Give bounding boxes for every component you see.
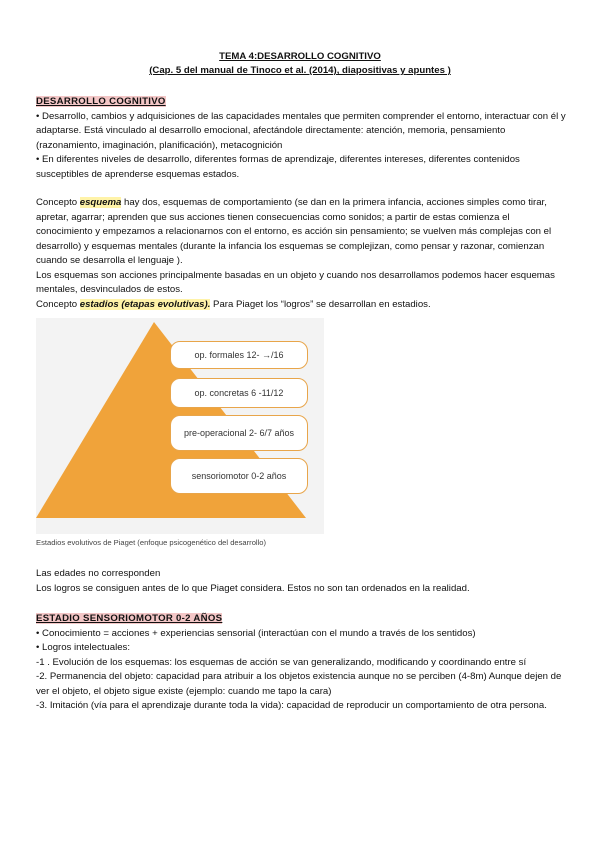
paragraph-estadios: Concepto estadios (etapas evolutivas). Para Piaget los “logros” se desarrollan en estadios. bbox=[36, 298, 431, 310]
stage-formal: op. formales 12- →/16 bbox=[170, 341, 308, 369]
stage-concrete: op. concretas 6 -11/12 bbox=[170, 378, 308, 408]
section-sensoriomotor bbox=[36, 612, 566, 714]
paragraph: Los esquemas son acciones principalmente basadas en un objeto y cuando nos desarrollamos podemos hacer esquemas mentales, desvinculados de estos. bbox=[36, 269, 555, 295]
section-heading: DESARROLLO COGNITIVO bbox=[36, 96, 166, 107]
paragraph: • Desarrollo, cambios y adquisiciones de las capacidades mentales que permiten comprender el entorno, interactuar con él y adaptarse. Está vinculado al desarrollo emocional, afectándole directamente: atención, memoria, pensamiento (razonamiento, imaginación, planificación), metacognición bbox=[36, 110, 566, 151]
section-desarrollo bbox=[36, 95, 566, 182]
paragraph: • En diferentes niveles de desarrollo, diferentes formas de aprendizaje, diferentes intereses, diferentes contenidos susceptibles de aprenderse esquemas estados. bbox=[36, 154, 520, 180]
paragraph: Las edades no corresponden bbox=[36, 568, 161, 579]
list-item: -1 . Evolución de los esquemas: los esquemas de acción se van generalizando, modificando y coordinando entre sí bbox=[36, 656, 527, 668]
after-figure-text bbox=[36, 567, 566, 596]
stage-preoperational: pre-operacional 2- 6/7 años bbox=[170, 415, 308, 451]
document-title: TEMA 4:DESARROLLO COGNITIVO bbox=[219, 51, 381, 62]
figure-caption: Estadios evolutivos de Piaget (enfoque psicogenético del desarrollo) bbox=[36, 538, 267, 547]
paragraph: • Conocimiento = acciones + experiencias sensorial (interactúan con el mundo a través de los sentidos) bbox=[36, 627, 476, 639]
list-item: -3. Imitación (vía para el aprendizaje durante toda la vida): capacidad de reproducir un comportamiento de otra persona. bbox=[36, 700, 547, 711]
section-heading: ESTADIO SENSORIOMOTOR 0-2 AÑOS bbox=[36, 613, 223, 624]
stage-sensorimotor: sensoriomotor 0-2 años bbox=[170, 458, 308, 494]
section-esquema bbox=[36, 196, 566, 312]
piaget-pyramid-figure bbox=[36, 318, 324, 550]
term-estadios: estadios (etapas evolutivas). bbox=[79, 298, 211, 310]
document-subtitle: (Cap. 5 del manual de Tinoco et al. (2014), diapositivas y apuntes ) bbox=[149, 65, 451, 76]
paragraph: Los logros se consiguen antes de lo que Piaget considera. Estos no son tan ordenados en la realidad. bbox=[36, 582, 470, 594]
term-esquema: esquema bbox=[79, 197, 122, 208]
paragraph: • Logros intelectuales: bbox=[36, 642, 131, 653]
list-item: -2. Permanencia del objeto: capacidad para atribuir a los objetos existencia aunque no se perciben (4-8m) Aunque dejen de ver el objeto, el objeto sigue existe (ejemplo: cuando me tapo la cara) bbox=[36, 671, 562, 697]
paragraph-esquema: Concepto esquema hay dos, esquemas de comportamiento (se dan en la primera infancia, acciones simples como tirar, apretar, agarrar; aprenden que sus acciones tienen consecuencias como sonidos; a partir de estas comienza el conocimiento y empezamos a relacionarnos con el entorno, es acción sin pensamiento; se vuelven más complejas con el desarrollo) y esquemas mentales (durante la infancia los esquemas se complejizan, como pensar y razonar, comienzan cuando se desarrolla el lenguaje ). bbox=[36, 197, 552, 266]
